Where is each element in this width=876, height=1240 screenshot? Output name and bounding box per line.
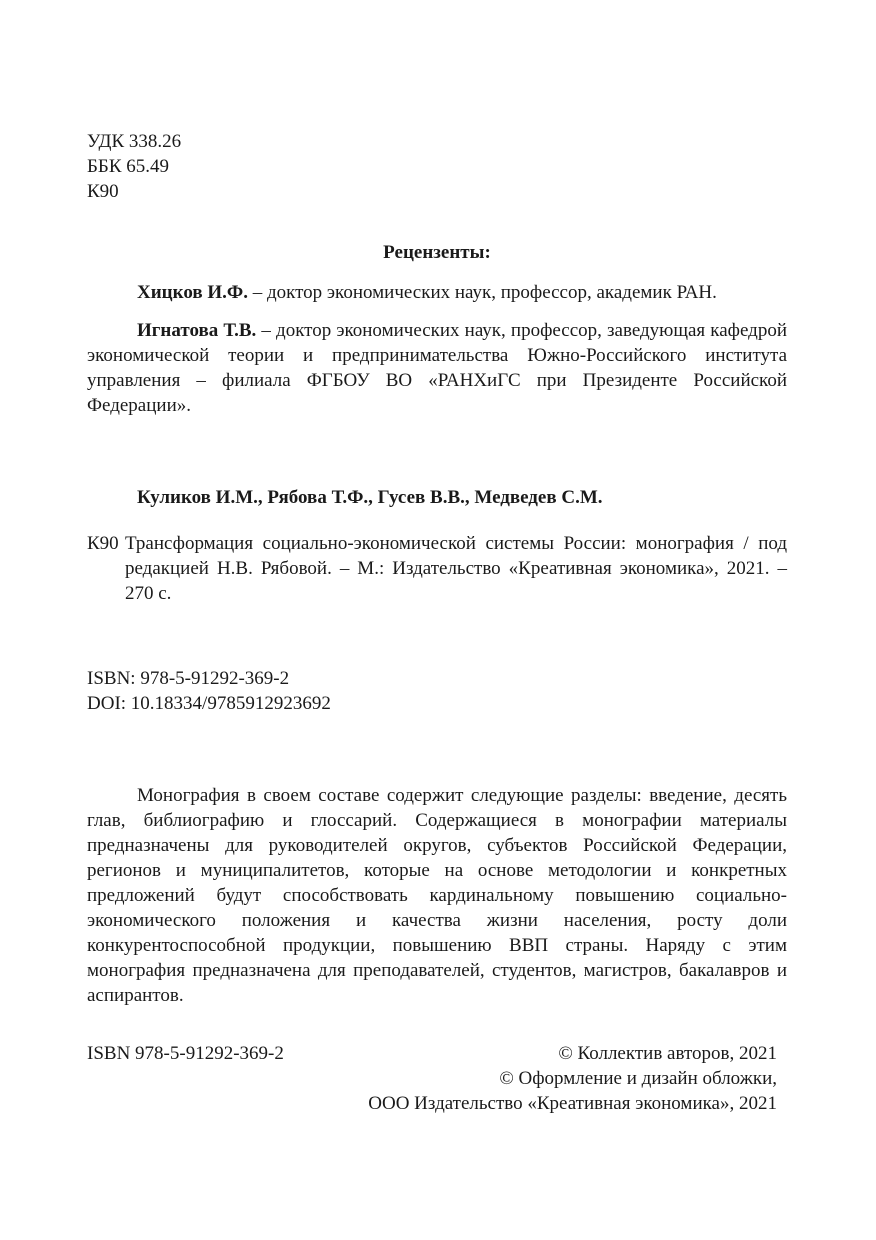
copyright-block [300, 1041, 777, 1116]
authors-line: Куликов И.М., Рябова Т.Ф., Гусев В.В., Медведев С.М. [137, 487, 603, 508]
reviewer-2-name: Игнатова Т.В. [137, 320, 257, 341]
doi-line: DOI: 10.18334/9785912923692 [87, 693, 331, 714]
reviewer-1 [87, 280, 787, 305]
isbn-line: ISBN: 978-5-91292-369-2 [87, 668, 290, 689]
bibliographic-description: Трансформация социально-экономической системы России: монография / под редакцией Н.В. Рябовой. – М.: Издательство «Креативная экономика», 2021. – 270 с. [125, 533, 787, 604]
identifiers [87, 666, 487, 716]
reviewer-2 [87, 318, 787, 418]
copyright-line: © Коллектив авторов, 2021 [558, 1043, 777, 1064]
reviewer-1-name: Хицков И.Ф. [137, 282, 248, 303]
classification-codes [87, 129, 387, 204]
footer-isbn: ISBN 978-5-91292-369-2 [87, 1043, 284, 1064]
bbk-code: ББК 65.49 [87, 156, 169, 177]
abstract-paragraph: Монография в своем составе содержит следующие разделы: введение, десять глав, библиографию и глоссарий. Содержащиеся в монографии материалы предназначены для руководителей округов, субъектов Российской Федерации, регионов и муниципалитетов, которые на основе методологии и конкретных предложений будут способствовать кардинальному повышению социально-экономического положения и качества жизни населения, росту доли конкурентоспособной продукции, повышению ВВП страны. Наряду с этим монография предназначена для преподавателей, студентов, магистров, бакалавров и аспирантов. [87, 785, 787, 1006]
copyright-line: © Оформление и дизайн обложки, [499, 1068, 777, 1089]
author-mark: К90 [87, 181, 119, 202]
reviewer-2-credentials: – доктор экономических наук, профессор, заведующая кафедрой экономической теории и предпринимательства Южно-Российского института управления – филиала ФГБОУ ВО «РАНХиГС при Президенте Российской Федерации». [87, 320, 787, 416]
udc-code: УДК 338.26 [87, 131, 182, 152]
reviewer-1-credentials: – доктор экономических наук, профессор, академик РАН. [247, 282, 717, 303]
reviewers-heading: Рецензенты: [383, 242, 491, 263]
bibliographic-code: К90 [87, 533, 119, 554]
copyright-line: ООО Издательство «Креативная экономика», 2021 [368, 1093, 777, 1114]
